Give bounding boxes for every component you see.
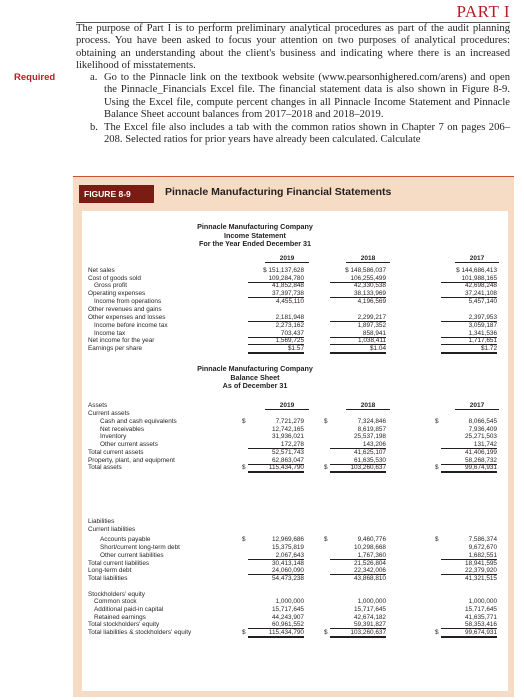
line-item-label: Retained earnings xyxy=(94,613,146,621)
line-item-value: 9,460,776 xyxy=(357,536,386,544)
dollar-sign: $ xyxy=(435,418,439,425)
section-label: Liabilities xyxy=(88,518,115,525)
line-item-value: 42,674,182 xyxy=(354,613,386,621)
line-item-label: Total liabilities & stockholders' equity xyxy=(88,629,192,637)
dollar-sign: $ xyxy=(435,536,439,544)
line-item-value: 9,672,670 xyxy=(468,544,497,552)
line-item-value: 103,260,637 xyxy=(330,464,386,473)
line-item-value: 7,586,374 xyxy=(468,536,497,544)
section-label: Stockholders' equity xyxy=(88,590,145,598)
dollar-sign: $ xyxy=(242,418,246,425)
section-label: Current assets xyxy=(88,410,130,417)
line-item-value: 59,391,827 xyxy=(330,621,386,629)
line-item-value: 131,742 xyxy=(441,441,497,449)
line-item-label: Net income for the year xyxy=(88,337,155,345)
line-item-value: 1,569,725 xyxy=(248,337,304,345)
dollar-sign: $ xyxy=(324,536,328,544)
line-item-value: 25,537,198 xyxy=(354,433,386,441)
line-item-value: 15,375,819 xyxy=(272,544,304,552)
line-item-label: Other current assets xyxy=(100,441,158,449)
balance-sheet-title-line: Pinnacle Manufacturing Company xyxy=(197,364,313,373)
line-item-value: $1.72 xyxy=(441,345,497,354)
line-item-value: 1,682,551 xyxy=(441,552,497,560)
line-item-value: 115,434,790 xyxy=(248,629,304,638)
line-item-label: Income tax xyxy=(94,329,126,337)
line-item-value: 15,717,645 xyxy=(465,606,497,613)
line-item-value: 37,397,738 xyxy=(248,290,304,298)
dollar-sign: $ xyxy=(324,418,328,425)
line-item-label: Total assets xyxy=(88,464,122,472)
line-item-value: 1,000,000 xyxy=(275,598,304,606)
line-item-value: 99,674,931 xyxy=(441,464,497,473)
line-item-value: 1,000,000 xyxy=(357,598,386,606)
year-header: 2019 xyxy=(265,255,309,263)
part-label: PART I xyxy=(456,2,510,21)
line-item-value: 2,181,948 xyxy=(248,314,304,322)
year-header: 2017 xyxy=(455,402,499,410)
line-item-value: $ 144,686,413 xyxy=(456,267,497,274)
line-item-value: 24,060,090 xyxy=(248,567,304,575)
line-item-value: 106,255,499 xyxy=(330,275,386,283)
line-item-value: 7,324,846 xyxy=(357,418,386,425)
line-item-value: 143,206 xyxy=(330,441,386,449)
figure-tag: FIGURE 8-9 xyxy=(79,185,154,203)
line-item-value: $1.04 xyxy=(330,345,386,354)
dollar-sign: $ xyxy=(435,464,439,472)
line-item-value: 15,717,645 xyxy=(354,606,386,613)
balance-sheet-title-line: As of December 31 xyxy=(222,381,288,390)
line-item-value: 1,767,360 xyxy=(330,552,386,560)
line-item-value: 115,434,790 xyxy=(248,464,304,473)
line-item-value: 22,379,920 xyxy=(441,567,497,575)
line-item-value: 4,455,110 xyxy=(276,297,304,305)
required-label: Required xyxy=(14,72,56,83)
line-item-label: Operating expenses xyxy=(88,290,146,298)
figure-8-9 xyxy=(73,176,514,697)
line-item-value: 172,278 xyxy=(248,441,304,449)
line-item-label: Inventory xyxy=(100,433,127,441)
line-item-value: 25,271,503 xyxy=(465,433,497,441)
line-item-label: Earnings per share xyxy=(88,345,142,352)
line-item-value: 41,625,107 xyxy=(354,448,386,456)
line-item-value: 8,619,857 xyxy=(357,425,386,433)
line-item-value: 52,571,743 xyxy=(272,448,304,456)
requirement-b-label: b. xyxy=(90,122,98,133)
line-item-label: Income from operations xyxy=(94,297,162,305)
line-item-value: 109,284,780 xyxy=(248,275,304,283)
line-item-label: Additional paid-in capital xyxy=(94,606,164,613)
dollar-sign: $ xyxy=(324,464,328,472)
line-item-value: $ 151,137,628 xyxy=(263,267,304,274)
figure-header xyxy=(73,185,514,203)
line-item-value: 858,941 xyxy=(330,330,386,338)
line-item-value: 22,342,006 xyxy=(330,567,386,575)
line-item-value: 2,299,217 xyxy=(330,314,386,322)
line-item-label: Total liabilities xyxy=(88,574,128,582)
line-item-label: Other current liabilities xyxy=(100,551,164,559)
line-item-value: 103,260,637 xyxy=(330,629,386,638)
line-item-value: 43,868,810 xyxy=(354,574,386,582)
line-item-label: Net sales xyxy=(88,267,115,274)
requirement-a xyxy=(90,72,510,121)
line-item-value: $1.57 xyxy=(248,345,304,354)
line-item-value: 60,961,552 xyxy=(248,621,304,629)
line-item-label: Other revenues and gains xyxy=(88,305,162,313)
line-item-value: 42,698,248 xyxy=(465,282,497,290)
line-item-value: 2,397,953 xyxy=(441,314,497,322)
line-item-value: 41,852,848 xyxy=(272,282,304,290)
line-item-value: 58,353,416 xyxy=(441,621,497,629)
requirement-b-text: The Excel file also includes a tab with the common ratios shown in Chapter 7 on pages 206–208. Selected ratios for prior years have already been calculated. Calculate xyxy=(104,122,510,146)
line-item-value: 42,330,538 xyxy=(354,282,386,290)
income-statement-title-line: For the Year Ended December 31 xyxy=(198,239,312,248)
dollar-sign: $ xyxy=(242,464,246,472)
line-item-value: 54,473,238 xyxy=(272,574,304,582)
line-item-label: Cost of goods sold xyxy=(88,274,141,282)
dollar-sign: $ xyxy=(242,629,246,637)
line-item-value: 3,059,187 xyxy=(468,321,497,329)
line-item-value: 12,969,686 xyxy=(272,536,304,544)
year-header: 2018 xyxy=(346,255,390,263)
year-header: 2019 xyxy=(265,402,309,410)
dollar-sign: $ xyxy=(324,629,328,637)
line-item-label: Long-term debt xyxy=(88,567,132,575)
line-item-label: Gross profit xyxy=(94,282,128,290)
line-item-value: 41,321,515 xyxy=(465,574,497,582)
figure-title: Pinnacle Manufacturing Financial Statements xyxy=(165,186,392,198)
line-item-value: 1,038,411 xyxy=(330,337,386,345)
line-item-value: 101,988,165 xyxy=(441,275,497,283)
line-item-value: 703,437 xyxy=(248,330,304,338)
dollar-sign: $ xyxy=(435,629,439,637)
line-item-value: 37,241,108 xyxy=(441,290,497,298)
line-item-value: 61,635,530 xyxy=(330,457,386,465)
line-item-value: 31,936,021 xyxy=(272,433,304,441)
line-item-value: 15,717,645 xyxy=(272,606,304,613)
line-item-value: 99,674,931 xyxy=(441,629,497,638)
line-item-label: Total stockholders' equity xyxy=(88,621,160,629)
line-item-value: 41,406,199 xyxy=(465,448,497,456)
financial-statements xyxy=(82,211,508,691)
line-item-value: 38,133,969 xyxy=(330,290,386,298)
requirement-b xyxy=(90,122,510,147)
line-item-value: 5,457,140 xyxy=(468,297,497,305)
line-item-label: Net receivables xyxy=(100,425,145,433)
line-item-label: Income before income tax xyxy=(94,321,168,329)
line-item-value: 2,067,643 xyxy=(248,552,304,560)
line-item-value: 8,066,545 xyxy=(468,418,497,425)
line-item-label: Short/current long-term debt xyxy=(100,544,180,552)
line-item-value: 12,742,165 xyxy=(272,425,304,433)
line-item-value: $ 148,586,037 xyxy=(345,267,386,274)
line-item-value: 7,721,279 xyxy=(275,418,304,425)
line-item-label: Cash and cash equivalents xyxy=(100,418,177,425)
line-item-label: Other expenses and losses xyxy=(88,314,166,322)
line-item-value: 7,936,409 xyxy=(468,425,497,433)
line-item-value: 41,635,771 xyxy=(465,613,497,621)
line-item-value: 30,413,148 xyxy=(272,559,304,567)
line-item-value: 10,298,668 xyxy=(354,544,386,552)
line-item-label: Accounts payable xyxy=(100,536,151,544)
line-item-value: 58,268,732 xyxy=(441,457,497,465)
income-statement-title-line: Income Statement xyxy=(224,230,286,240)
line-item-value: 62,863,047 xyxy=(248,457,304,465)
section-label: Assets xyxy=(88,402,108,409)
intro-paragraph: The purpose of Part I is to perform preliminary analytical procedures as part of the audit planning process. You have been asked to focus your attention on two purposes of analytical procedures: obtaining an understanding about the client's business and indicating where there is an increased likelihood of misstatements. xyxy=(76,23,510,71)
line-item-value: 1,341,536 xyxy=(441,330,497,338)
line-item-label: Property, plant, and equipment xyxy=(88,456,175,464)
year-header: 2018 xyxy=(346,402,390,410)
line-item-value: 21,526,804 xyxy=(354,559,386,567)
line-item-label: Total current liabilities xyxy=(88,559,150,567)
requirement-a-label: a. xyxy=(90,72,98,83)
line-item-value: 4,196,569 xyxy=(357,297,386,305)
dollar-sign: $ xyxy=(242,536,246,544)
line-item-value: 1,717,651 xyxy=(441,337,497,345)
line-item-label: Common stock xyxy=(94,598,137,606)
section-label: Current liabilities xyxy=(88,525,136,533)
line-item-label: Total current assets xyxy=(88,448,144,456)
requirement-a-text: Go to the Pinnacle link on the textbook website (www.pearsonhighered.com/arens) and open the Pinnacle_Financials Excel file. The financial statement data is also shown in Figure 8-9. Using the Excel file, compute percent changes in all Pinnacle Income Statement and Pinnacle Balance Sheet account balances from 2017–2018 and 2018–2019. xyxy=(104,72,510,120)
line-item-value: 2,273,162 xyxy=(275,321,304,329)
income-statement-title-line: Pinnacle Manufacturing Company xyxy=(197,222,313,231)
year-header: 2017 xyxy=(455,255,499,263)
balance-sheet-title-line: Balance Sheet xyxy=(230,372,280,382)
line-item-value: 1,000,000 xyxy=(468,598,497,606)
line-item-value: 1,897,352 xyxy=(357,321,386,329)
line-item-value: 18,941,595 xyxy=(465,559,497,567)
line-item-value: 44,243,907 xyxy=(272,613,304,621)
